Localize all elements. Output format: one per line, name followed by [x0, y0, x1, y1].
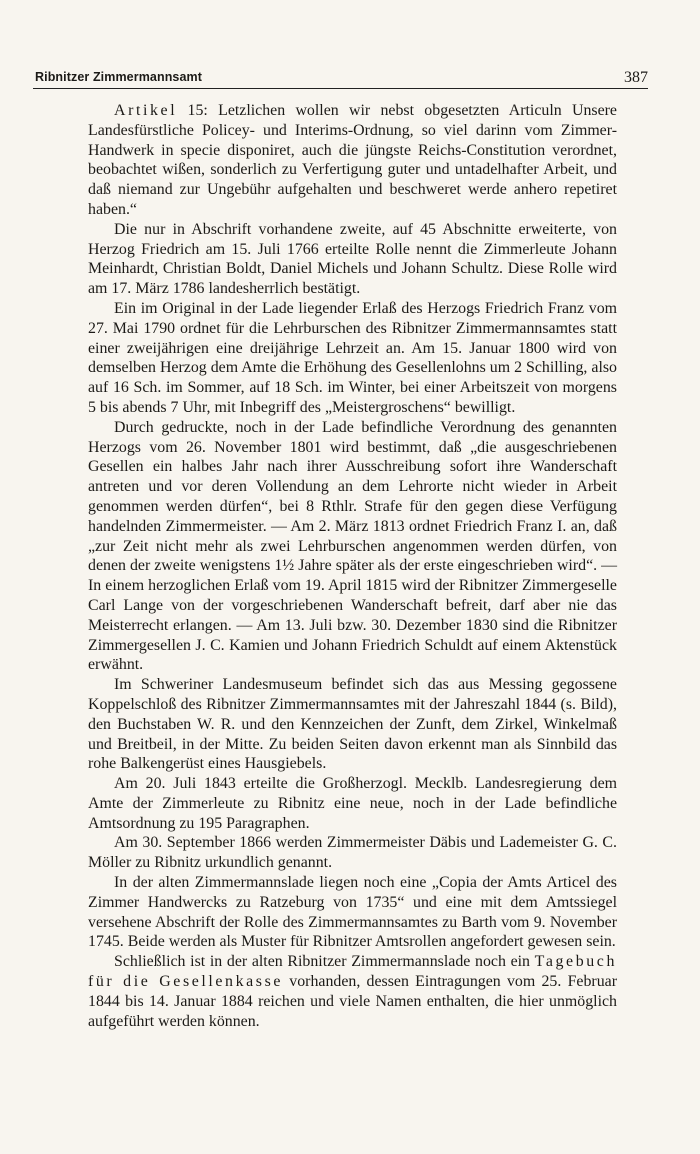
- paragraph-zimmermannslade: In der alten Zimmermannslade liegen noch eine „Copia der Amts Articel des Zimmer Handwercks zu Ratzeburg von 1735“ und eine mit dem Amtssiegel versehene Abschrift der Rolle des Zimmermannsamtes zu Barth vom 9. November 1745. Beide werden als Muster für Ribnitzer Amtsrollen angefordert gewesen sein.: [88, 874, 617, 951]
- paragraph-tagebuch: [88, 952, 617, 1031]
- paragraph-lehrburschen: Ein im Original in der Lade liegender Erlaß des Herzogs Friedrich Franz vom 27. Mai 1790 ordnet für die Lehrburschen des Ribnitzer Zimmermannsamtes statt einer zweijährigen eine dreijährige Lehrzeit an. Am 15. Januar 1800 wird von demselben Herzog dem Amte die Erhöhung des Gesellenlohns um 2 Schilling, also auf 16 Sch. im Sommer, auf 18 Sch. im Winter, bei einer Arbeitszeit von morgens 5 bis abends 7 Uhr, mit Inbegriff des „Meistergroschens“ bewilligt.: [88, 299, 617, 416]
- page-header: [33, 62, 648, 89]
- article-label: Artikel: [114, 102, 178, 119]
- page-number: 387: [624, 69, 648, 86]
- paragraph-text: 15: Letzlichen wollen wir nebst obgesetzten Articuln Unsere Landesfürstliche Policey- und Interims-Ordnung, so viel darinn vom Zimmer-Handwerk in specie disponiret, auch die jüngste Reichs-Constitution verordnet, beobachtet wißen, sonderlich zu Verfertigung guter und untadelhafter Arbeit, und daß niemand zur Ungebühr aufgehalten und beschweret werde anhero repetiret haben.“: [88, 102, 617, 218]
- paragraph-koppelschloss: Im Schweriner Landesmuseum befindet sich das aus Messing gegossene Koppelschloß des Ribnitzer Zimmermannsamtes mit der Jahreszahl 1844 (s. Bild), den Buchstaben W. R. und den Kennzeichen der Zunft, dem Zirkel, Winkelmaß und Breitbeil, in der Mitte. Zu beiden Seiten davon erkennt man als Sinnbild das rohe Balkengerüst eines Hausgiebels.: [88, 676, 617, 773]
- paragraph-second-rolle: Die nur in Abschrift vorhandene zweite, auf 45 Abschnitte erweiterte, von Herzog Friedrich am 15. Juli 1766 erteilte Rolle nennt die Zimmerleute Johann Meinhardt, Christian Boldt, Daniel Michels und Johann Schultz. Diese Rolle wird am 17. März 1786 landesherrlich bestätigt.: [88, 220, 617, 298]
- paragraph-text: Schließlich ist in der alten Ribnitzer Zimmermannslade noch ein: [114, 953, 535, 971]
- paragraph-verordnung: Durch gedruckte, noch in der Lade befindliche Verordnung des genannten Herzogs vom 26. November 1801 wird bestimmt, daß „die ausgeschriebenen Gesellen ein halbes Jahr nach ihrer Ausschreibung sofort ihre Wanderschaft antreten und vor deren Vollendung an dem Lehrorte nicht wieder in Arbeit genommen werden dürfen“, bei 8 Rthlr. Strafe für den gegen diese Verfügung handelnden Zimmermeister. — Am 2. März 1813 ordnet Friedrich Franz I. an, daß „zur Zeit nicht mehr als zwei Lehrburschen angenommen werden dürfen, von denen der zweite wenigstens 1½ Jahre später als der erste eingeschrieben wird“. — In einem herzoglichen Erlaß vom 19. April 1815 wird der Ribnitzer Zimmergeselle Carl Lange von der vorgeschriebenen Wanderschaft befreit, darf aber nie das Meisterrecht erlangen. — Am 13. Juli bzw. 30. Dezember 1830 sind die Ribnitzer Zimmergesellen J. C. Kamien und Johann Friedrich Schuldt auf einem Aktenstück erwähnt.: [88, 418, 617, 674]
- paragraph-amtsordnung: Am 20. Juli 1843 erteilte die Großherzogl. Mecklb. Landesregierung dem Amte der Zimmerleute zu Ribnitz eine neue, noch in der Lade befindliche Amtsordnung zu 195 Paragraphen.: [88, 775, 617, 832]
- paragraph-text: vorhanden, dessen Eintragungen vom 25. Februar 1844 bis 14. Januar 1884 reichen und viele Namen enthalten, die hier unmöglich aufgeführt werden können.: [88, 973, 617, 1030]
- running-title: Ribnitzer Zimmermannsamt: [35, 70, 203, 84]
- paragraph-zimmermeister: Am 30. September 1866 werden Zimmermeister Däbis und Lademeister G. C. Möller zu Ribnitz urkundlich genannt.: [88, 834, 617, 872]
- paragraph-article-15: [88, 101, 617, 220]
- tagebuch-title: Tagebuch für die Gesellenkasse: [88, 953, 617, 991]
- body-text: [88, 101, 617, 1031]
